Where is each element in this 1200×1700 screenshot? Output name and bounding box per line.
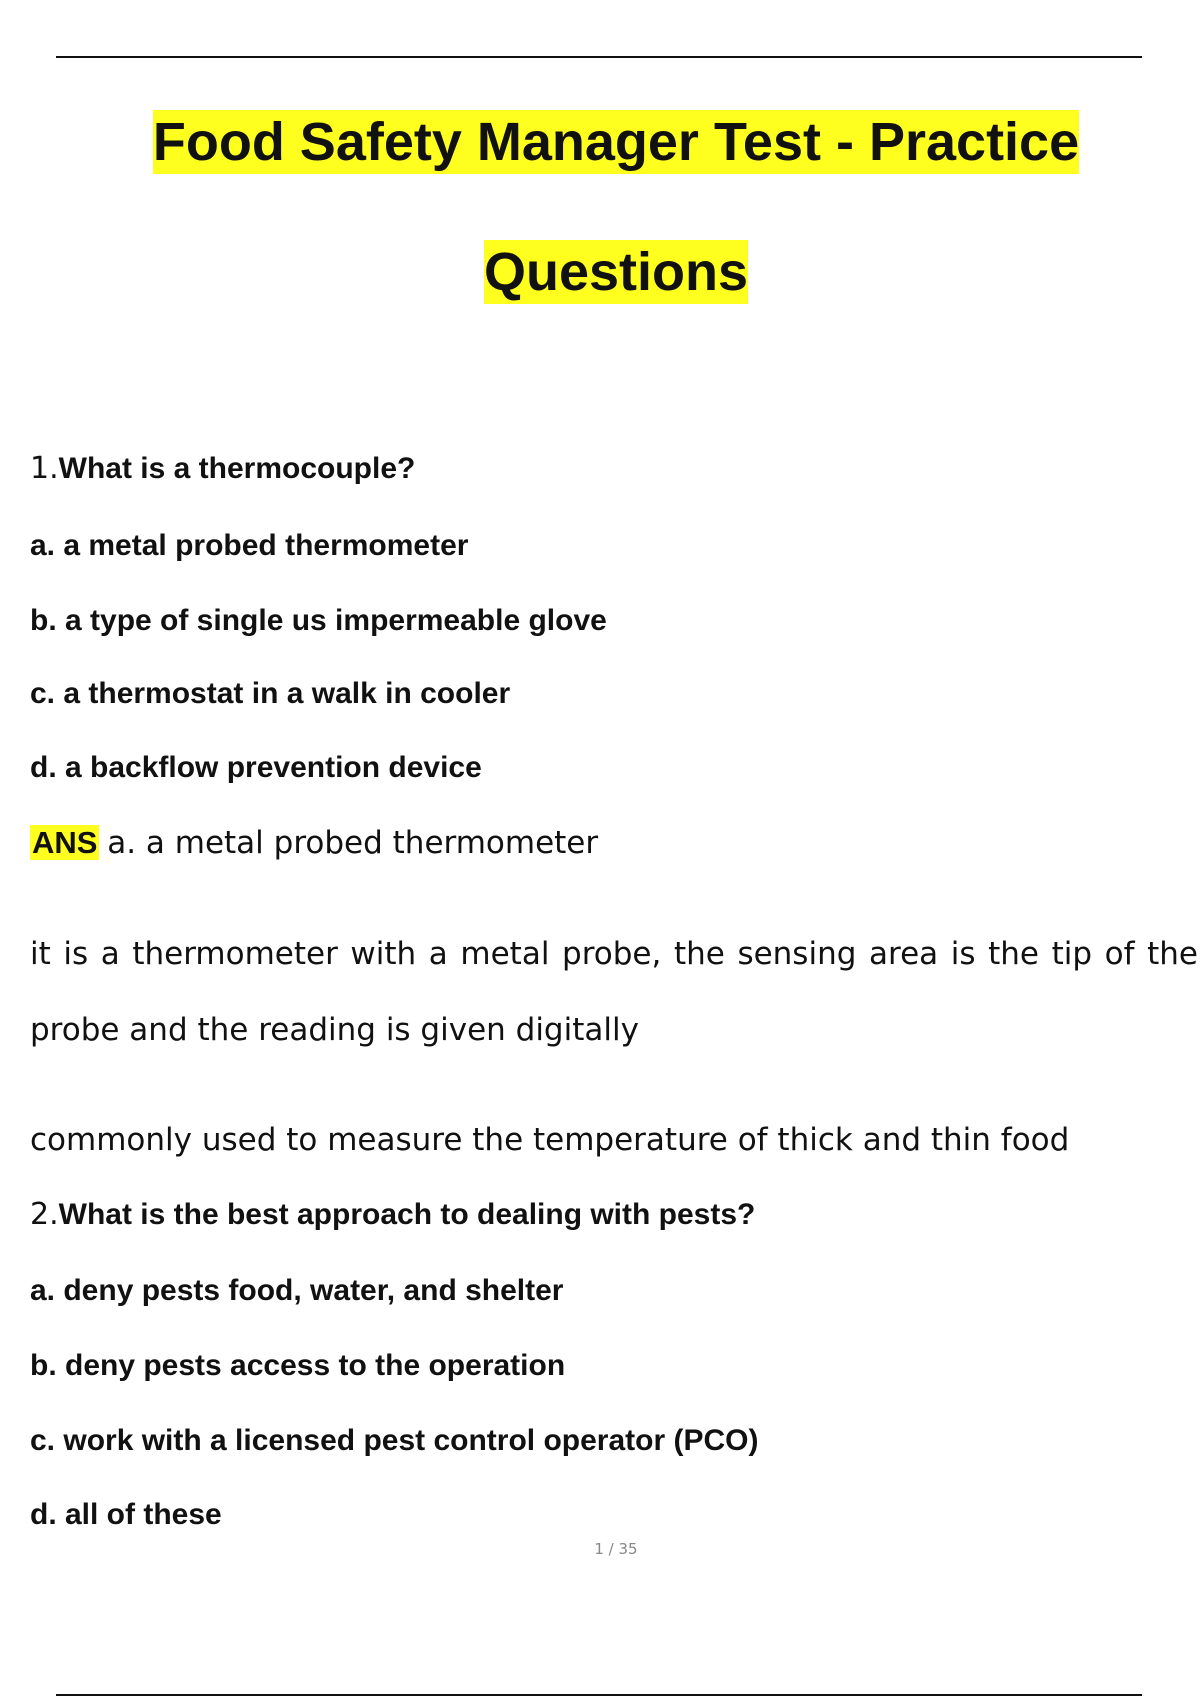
answer-label-badge: ANS [32,825,98,860]
page-indicator: 1 / 35 [594,1540,638,1558]
question-2-option-d: d. all of these [30,1498,222,1531]
question-2-text: What is the best approach to dealing with pests? [58,1198,756,1231]
question-2-option-b: b. deny pests access to the operation [30,1349,566,1382]
question-1-text: What is a thermocouple? [58,452,416,485]
page-title-line-1 [0,110,1200,174]
question-1 [30,449,415,489]
question-1-answer-text: a. a metal probed thermometer [107,825,599,861]
title-highlight-2: Questions [483,242,749,302]
question-1-option-c: c. a thermostat in a walk in cooler [30,677,511,710]
question-2-option-a: a. deny pests food, water, and shelter [30,1274,564,1307]
question-1-option-d: d. a backflow prevention device [30,751,482,784]
title-highlight-1: Food Safety Manager Test - Practice [152,112,1080,172]
bottom-rule [56,1694,1142,1696]
top-rule [56,56,1142,58]
question-1-number: 1. [30,451,59,486]
page-title-line-2 [0,240,1200,304]
question-2-option-c: c. work with a licensed pest control operator (PCO) [30,1424,759,1457]
question-1-option-a: a. a metal probed thermometer [30,529,469,562]
question-1-option-b: b. a type of single us impermeable glove [30,604,607,637]
question-2 [30,1195,755,1235]
question-2-number: 2. [30,1197,59,1232]
question-1-explanation-2: commonly used to measure the temperature of thick and thin food [30,1122,1070,1158]
question-1-explanation-1: it is a thermometer with a metal probe, the sensing area is the tip of the probe and the reading is given digitally [30,936,1198,1048]
question-1-answer [30,823,598,863]
